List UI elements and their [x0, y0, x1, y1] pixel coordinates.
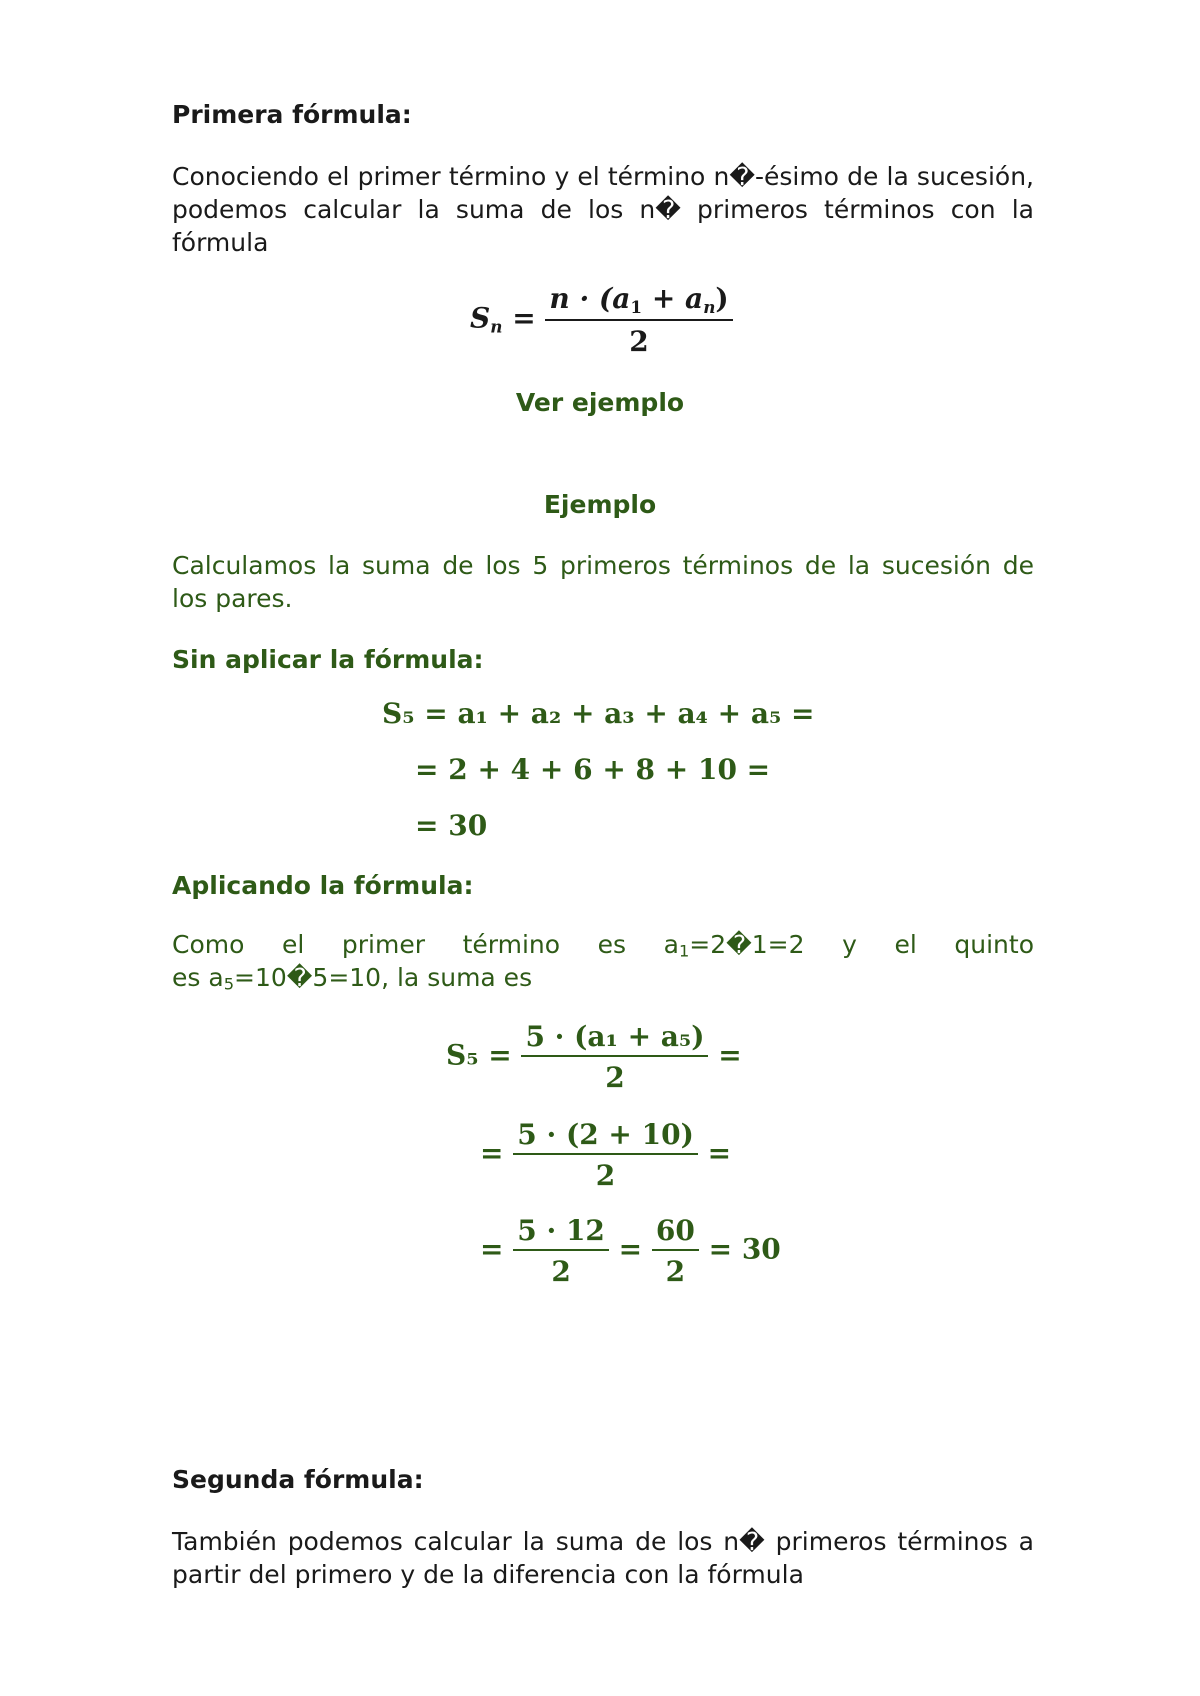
- sum-line-2: = 2 + 4 + 6 + 8 + 10 =: [415, 753, 771, 786]
- formula-fraction: $\frac{n \cdot (a_1 + a_n)}{2}$: [545, 282, 732, 358]
- with-formula-text-line1: Como el primer término es a1=2�1=2 y el quinto: [172, 930, 1034, 961]
- with-formula-text-line2: es a5=10�5=10, la suma es: [172, 963, 533, 994]
- section-title-segunda: Segunda fórmula:: [172, 1465, 424, 1494]
- section2-paragraph: También podemos calcular la suma de los n� primeros términos a partir del primero y de la diferencia con la fórmula: [172, 1527, 1034, 1589]
- formula-lhs: S: [470, 301, 491, 335]
- formula-applied-3: = $\frac{5 \cdot 12}{2}$ = $\frac{60}{2}$ = 30: [480, 1214, 781, 1288]
- sum-line-3: = 30: [415, 809, 488, 842]
- intro-paragraph: Conociendo el primer término y el término n�-ésimo de la sucesión, podemos calcular la suma de los n� primeros términos con la fórmula: [172, 162, 1034, 257]
- formula-applied-2: = $\frac{5 \cdot (2 + 10)}{2}$ =: [480, 1118, 732, 1192]
- with-text-es-a: es a: [172, 963, 224, 992]
- with-formula-title: Aplicando la fórmula:: [172, 871, 474, 900]
- without-formula-title: Sin aplicar la fórmula:: [172, 645, 484, 674]
- sum-line-1: S₅ = a₁ + a₂ + a₃ + a₄ + a₅ =: [382, 697, 815, 730]
- example-title: Ejemplo: [543, 490, 657, 519]
- formula-applied-1: S₅ = $\frac{\text{5 · (a₁ + a₅)}}{2}$ =: [446, 1020, 742, 1094]
- example-text: Calculamos la suma de los 5 primeros términos de la sucesión de los pares.: [172, 551, 1034, 613]
- section-title-primera: Primera fórmula:: [172, 100, 412, 129]
- formula-sum-first: $S_n$ = $\frac{n \cdot (a_1 + a_n)}{2}$: [470, 282, 733, 358]
- ver-ejemplo-link[interactable]: Ver ejemplo: [515, 388, 685, 417]
